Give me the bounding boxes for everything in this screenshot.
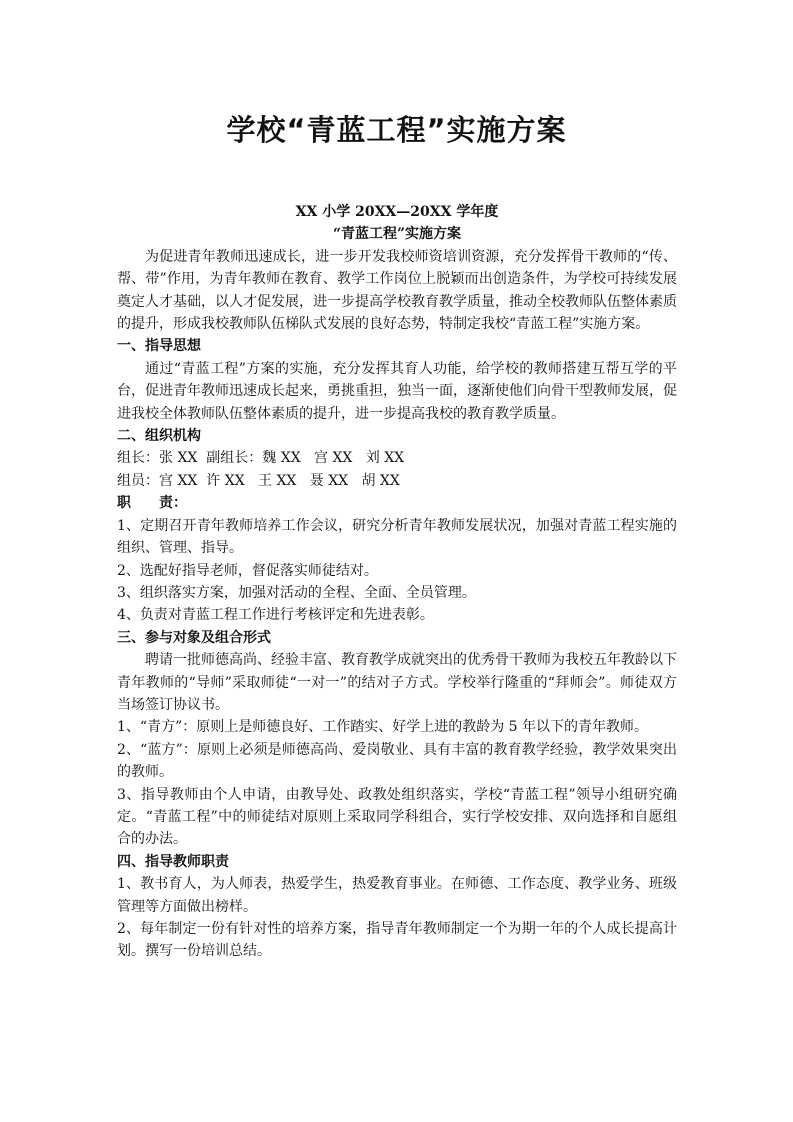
guiding-ideology-paragraph: 通过“青蓝工程”方案的实施，充分发挥其育人功能，给学校的教师搭建互帮互学的平台，促进青年教师迅速成长起来，勇挑重担，独当一面，逐渐使他们向骨干型教师发展，促进我校全体教师队伍整体素质的提升，进一步提高我校的教育教学质量。 [117,360,677,422]
duty-item: 1、定期召开青年教师培养工作会议，研究分析青年教师发展状况，加强对青蓝工程实施的组织、管理、指导。 [117,517,677,557]
organization-members: 组员：宫 XX 许 XX 王 XX 聂 XX 胡 XX [117,472,400,489]
section-heading-organization: 二、组织机构 [117,428,201,445]
section-heading-participants: 三、参与对象及组合形式 [117,629,271,646]
duty-item: 2、选配好指导老师，督促落实师徒结对。 [117,562,378,579]
subtitle-plan-name: “青蓝工程”实施方案 [332,226,462,243]
mentor-duty-item: 1、教书育人，为人师表，热爱学生，热爱教育事业。在师德、工作态度、教学业务、班级管理等方面做出榜样。 [117,876,677,915]
document-title: 学校“青蓝工程”实施方案 [226,113,567,147]
intro-paragraph: 为促进青年教师迅速成长，进一步开发我校师资培训资源，充分发挥骨干教师的“传、帮、带”作用，为青年教师在教育、教学工作岗位上脱颖而出创造条件，为学校可持续发展奠定人才基础，以人才促发展，进一步提高学校教育教学质量，推动全校教师队伍整体素质的提升，形成我校教师队伍梯队式发展的良好态势，特制定我校“青蓝工程”实施方案。 [117,248,677,333]
participant-item: 3、指导教师由个人申请，由教导处、政教处组织落实，学校“青蓝工程”领导小组研究确定。“青蓝工程”中的师徒结对原则上采取同学科组合，实行学校安排、双向选择和自愿组合的办法。 [117,786,677,848]
participant-item: 2、“蓝方”：原则上必须是师德高尚、爱岗敬业、具有丰富的教育教学经验，教学效果突出的教师。 [117,741,677,781]
organization-leaders: 组长：张 XX 副组长：魏 XX 宫 XX 刘 XX [117,450,405,467]
mentor-duty-item: 2、每年制定一份有针对性的培养方案，指导青年教师制定一个为期一年的个人成长提高计划。撰写一份培训总结。 [117,921,677,960]
document-body [117,201,677,963]
section-heading-guiding-ideology: 一、指导思想 [117,338,201,355]
participant-item: 1、“青方”：原则上是师德良好、工作踏实、好学上进的教龄为 5 年以下的青年教师。 [117,719,649,736]
subtitle-school-year: XX 小学 20XX—20XX 学年度 [295,204,499,220]
duties-label: 职 责： [117,495,187,512]
duty-item: 3、组织落实方案，加强对活动的全程、全面、全员管理。 [117,584,476,601]
participants-paragraph: 聘请一批师德高尚、经验丰富、教育教学成就突出的优秀骨干教师为我校五年教龄以下青年教师的“导师”采取师徒“一对一”的结对子方式。学校举行隆重的“拜师会”。师徒双方当场签订协议书。 [117,652,677,713]
section-heading-mentor-duties: 四、指导教师职责 [117,853,229,870]
duty-item: 4、负责对青蓝工程工作进行考核评定和先进表彰。 [117,607,434,624]
